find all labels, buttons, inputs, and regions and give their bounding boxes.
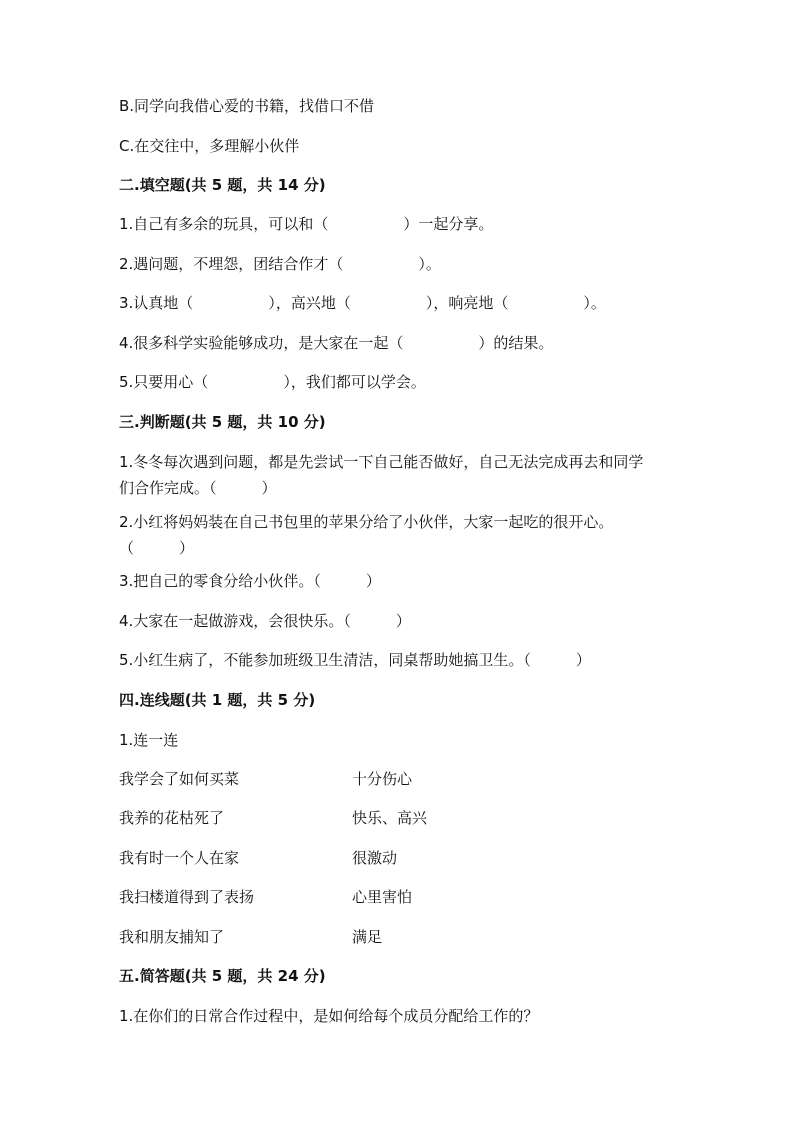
matching-right-item: 十分伤心 — [352, 770, 413, 788]
fill-blank-q3: 3.认真地（ ），高兴地（ ），响亮地（ ）。 — [119, 294, 606, 312]
fill-blank-q5: 5.只要用心（ ），我们都可以学会。 — [119, 373, 426, 391]
short-answer-q1: 1.在你们的日常合作过程中，是如何给每个成员分配给工作的？ — [119, 1007, 539, 1025]
judge-q5: 5.小红生病了，不能参加班级卫生清洁，同桌帮助她搞卫生。（ ） — [119, 651, 591, 669]
section-heading-judge: 三.判断题(共 5 题，共 10 分) — [119, 413, 326, 431]
fill-blank-q1: 1.自己有多余的玩具，可以和（ ）一起分享。 — [119, 215, 494, 233]
matching-right-item: 很激动 — [352, 849, 398, 867]
matching-left-item: 我养的花枯死了 — [119, 809, 225, 827]
matching-right-item: 满足 — [352, 928, 383, 946]
section-heading-matching: 四.连线题(共 1 题，共 5 分) — [119, 691, 316, 709]
fill-blank-q4: 4.很多科学实验能够成功，是大家在一起（ ）的结果。 — [119, 334, 554, 352]
matching-right-item: 快乐、高兴 — [352, 809, 428, 827]
judge-q3: 3.把自己的零食分给小伙伴。（ ） — [119, 572, 381, 590]
matching-right-item: 心里害怕 — [352, 888, 413, 906]
section-heading-short-answer: 五.简答题(共 5 题，共 24 分) — [119, 967, 326, 985]
matching-q1: 1.连一连 — [119, 731, 179, 749]
option-c: C.在交往中，多理解小伙伴 — [119, 137, 300, 155]
judge-q1: 1.冬冬每次遇到问题，都是先尝试一下自己能否做好，自己无法完成再去和同学们合作完成。（ ） — [119, 453, 644, 497]
judge-q4: 4.大家在一起做游戏，会很快乐。（ ） — [119, 612, 411, 630]
option-b: B.同学向我借心爱的书籍，找借口不借 — [119, 97, 375, 115]
matching-left-item: 我学会了如何买菜 — [119, 770, 240, 788]
fill-blank-q2: 2.遇问题，不埋怨，团结合作才（ ）。 — [119, 255, 441, 273]
judge-q2: 2.小红将妈妈装在自己书包里的苹果分给了小伙伴，大家一起吃的很开心。（ ） — [119, 513, 614, 557]
matching-left-item: 我有时一个人在家 — [119, 849, 240, 867]
matching-left-item: 我扫楼道得到了表扬 — [119, 888, 255, 906]
matching-left-item: 我和朋友捕知了 — [119, 928, 225, 946]
section-heading-fill-blank: 二.填空题(共 5 题，共 14 分) — [119, 176, 326, 194]
